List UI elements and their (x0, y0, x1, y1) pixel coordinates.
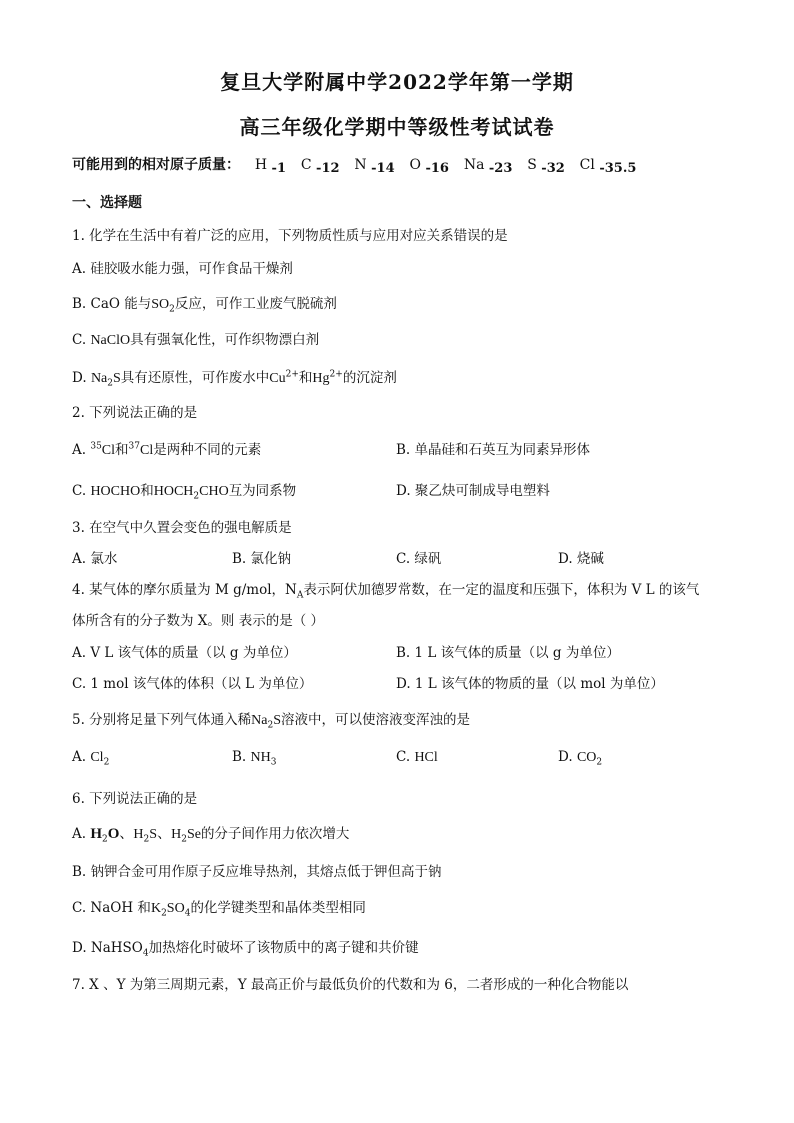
q3-option-c: C. 绿矾 (396, 551, 442, 567)
q4-option-d: D. 1 L 该气体的物质的量（以 mol 为单位） (396, 676, 664, 692)
q2-option-b: B. 单晶硅和石英互为同素异形体 (396, 442, 591, 458)
q2-option-a: A. $^{35}$Cl和$^{37}$Cl是两种不同的元素 (72, 441, 262, 458)
q2-stem: 2. 下列说法正确的是 (72, 405, 198, 421)
q6-option-a: A. $H_2O$、$H_2S$、$H_2Se$的分子间作用力依次增大 (72, 826, 350, 845)
atomic-mass-c: C -12 (300, 157, 340, 176)
q5-stem: 5. 分别将足量下列气体通入稀$Na_2S$溶液中，可以使溶液变浑浊的是 (72, 712, 471, 731)
q1-option-c: C. NaClO具有强氧化性，可作织物漂白剂 (72, 332, 320, 348)
q3-option-a: A. 氯水 (72, 551, 118, 567)
q6-option-d: D. NaHSO$_4$加热熔化时破坏了该物质中的离子键和共价键 (72, 940, 419, 959)
q3-option-b: B. 氯化钠 (232, 551, 292, 567)
q4-option-a: A. V L 该气体的质量（以 g 为单位） (72, 645, 297, 661)
q5-option-a: A. $Cl_2$ (72, 749, 110, 768)
atomic-mass-s: S -32 (527, 157, 565, 176)
q2-option-d: D. 聚乙炔可制成导电塑料 (396, 483, 550, 499)
q1-option-a: A. 硅胶吸水能力强，可作食品干燥剂 (72, 261, 293, 277)
q1-option-b: B. CaO 能与$SO_2$反应，可作工业废气脱硫剂 (72, 296, 337, 315)
q5-option-d: D. $CO_2$ (558, 749, 603, 768)
q1-option-d: D. $Na_2S$具有还原性，可作废水中$Cu^{2+}$和$Hg^{2+}$的沉淀剂 (72, 369, 397, 389)
q3-option-d: D. 烧碱 (558, 551, 604, 567)
q4-stem-line2: 体所含有的分子数为 X。则 表示的是（ ） (72, 613, 324, 629)
q4-option-c: C. 1 mol 该气体的体积（以 L 为单位） (72, 676, 313, 692)
q6-stem: 6. 下列说法正确的是 (72, 791, 198, 807)
q3-stem: 3. 在空气中久置会变色的强电解质是 (72, 520, 292, 536)
exam-title-line2: 高三年级化学期中等级性考试试卷 (239, 115, 555, 139)
q6-option-b: B. 钠钾合金可用作原子反应堆导热剂，其熔点低于钾但高于钠 (72, 864, 442, 880)
atomic-masses (72, 154, 636, 176)
exam-title-line1: 复旦大学附属中学2022学年第一学期 (220, 70, 574, 94)
q5-option-b: B. $NH_3$ (232, 749, 277, 768)
q1-stem: 1. 化学在生活中有着广泛的应用，下列物质性质与应用对应关系错误的是 (72, 228, 508, 244)
atomic-mass-cl: Cl -35.5 (579, 157, 637, 176)
atomic-mass-h: H -1 (254, 157, 286, 176)
q4-option-b: B. 1 L 该气体的质量（以 g 为单位） (396, 645, 620, 661)
atomic-masses-label: 可能用到的相对原子质量： (72, 157, 240, 173)
q7-stem: 7. X 、Y 为第三周期元素，Y 最高正价与最低负价的代数和为 6，二者形成的一种化合物能以 (72, 977, 629, 993)
section-title: 一、选择题 (72, 195, 142, 211)
q6-option-c: C. NaOH 和$K_2SO_4$的化学键类型和晶体类型相同 (72, 900, 366, 919)
q4-stem-line1: 4. 某气体的摩尔质量为 M g/mol，$N_A$表示阿伏加德罗常数，在一定的温度和压强下，体积为 V L 的该气 (72, 582, 700, 601)
atomic-mass-na: Na -23 (463, 157, 513, 176)
q5-option-c: C. HCl (396, 749, 438, 765)
q2-option-c: C. HOCHO和$HOCH_2CHO$互为同系物 (72, 483, 297, 502)
atomic-mass-n: N -14 (354, 157, 395, 176)
atomic-mass-o: O -16 (409, 157, 449, 176)
